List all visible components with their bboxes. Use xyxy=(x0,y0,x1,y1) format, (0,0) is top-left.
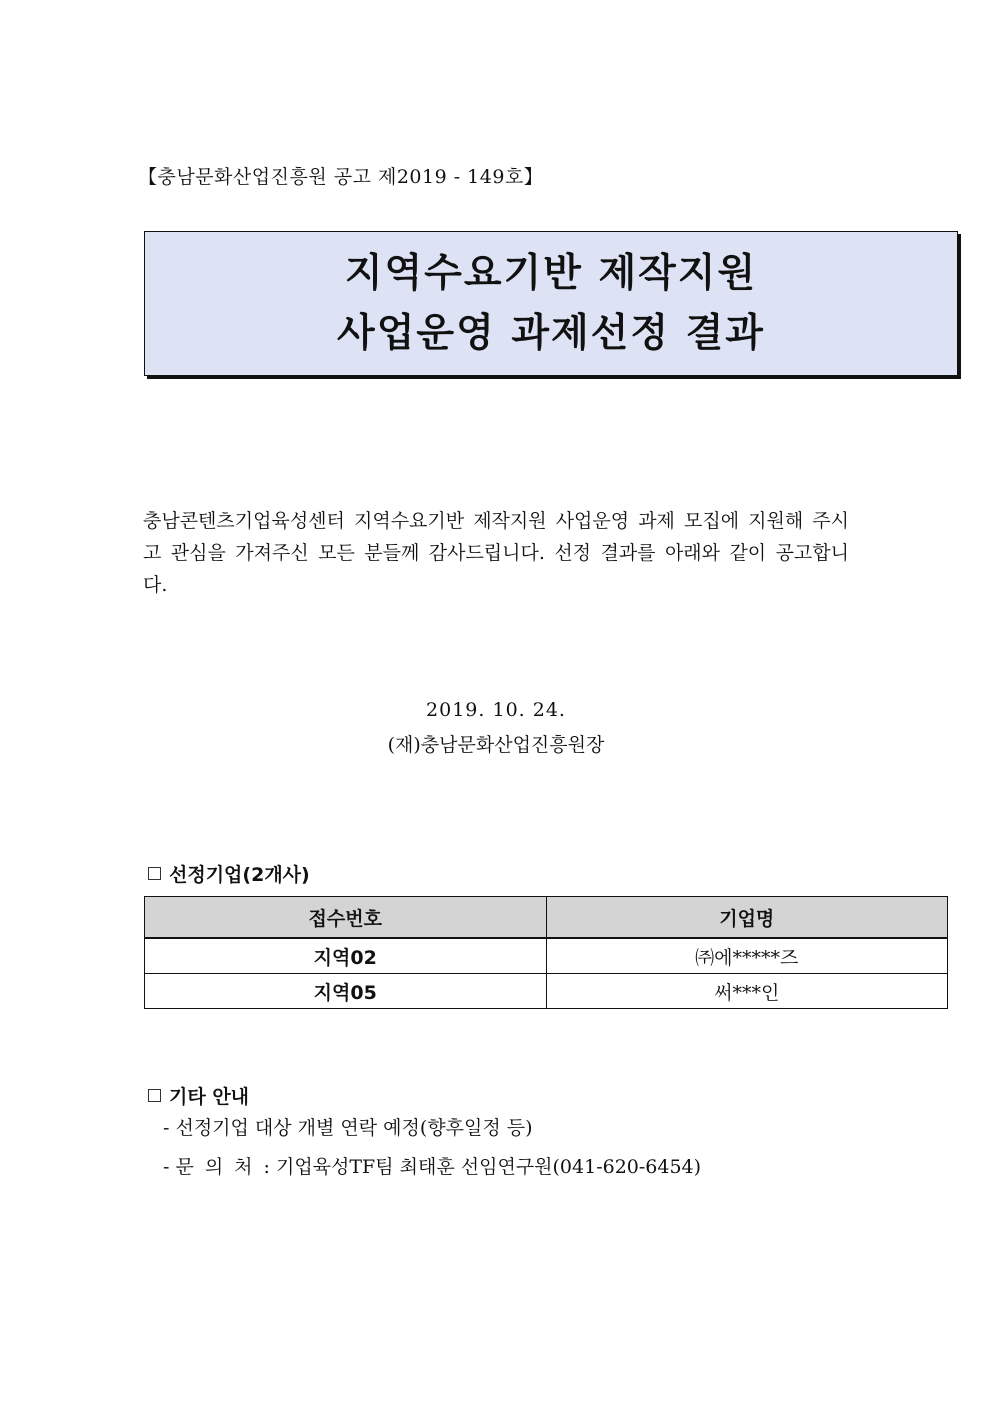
notice-number: 【충남문화산업진흥원 공고 제2019 - 149호】 xyxy=(138,166,544,188)
checkbox-square-icon xyxy=(148,1089,161,1102)
info-item-schedule: - 선정기업 대상 개별 연락 예정(향후일정 등) xyxy=(163,1117,533,1139)
other-heading-text: 기타 안내 xyxy=(169,1086,250,1108)
table-row xyxy=(145,974,948,1009)
row-number: 지역02 xyxy=(145,938,547,974)
selected-table xyxy=(144,896,948,1009)
title-box xyxy=(144,231,958,376)
info-item-contact xyxy=(163,1152,701,1179)
title-line-2: 사업운영 과제선정 결과 xyxy=(337,310,765,356)
contact-prefix: - xyxy=(163,1156,176,1178)
body-paragraph: 충남콘텐츠기업육성센터 지역수요기반 제작지원 사업운영 과제 모집에 지원해 주시고 관심을 가져주신 모든 분들께 감사드립니다. 선정 결과를 아래와 같이 공고합니다. xyxy=(143,510,849,596)
title-line-1: 지역수요기반 제작지원 xyxy=(344,250,758,296)
contact-label: 문의처 xyxy=(175,1156,264,1178)
column-header-company: 기업명 xyxy=(546,897,948,939)
column-header-number: 접수번호 xyxy=(145,897,547,939)
issuer: (재)충남문화산업진흥원장 xyxy=(387,734,605,756)
row-number: 지역05 xyxy=(145,974,547,1009)
selected-heading-text: 선정기업(2개사) xyxy=(169,864,310,886)
table-row xyxy=(145,938,948,974)
row-company: ㈜에*****즈 xyxy=(546,938,948,974)
contact-value: : 기업육성TF팀 최태훈 선임연구원(041-620-6454) xyxy=(263,1156,702,1178)
row-company: 써***인 xyxy=(546,974,948,1009)
table-header-row xyxy=(145,897,948,939)
selected-section-heading xyxy=(148,860,310,887)
other-section-heading xyxy=(148,1082,249,1109)
checkbox-square-icon xyxy=(148,867,161,880)
notice-date: 2019. 10. 24. xyxy=(426,699,566,721)
